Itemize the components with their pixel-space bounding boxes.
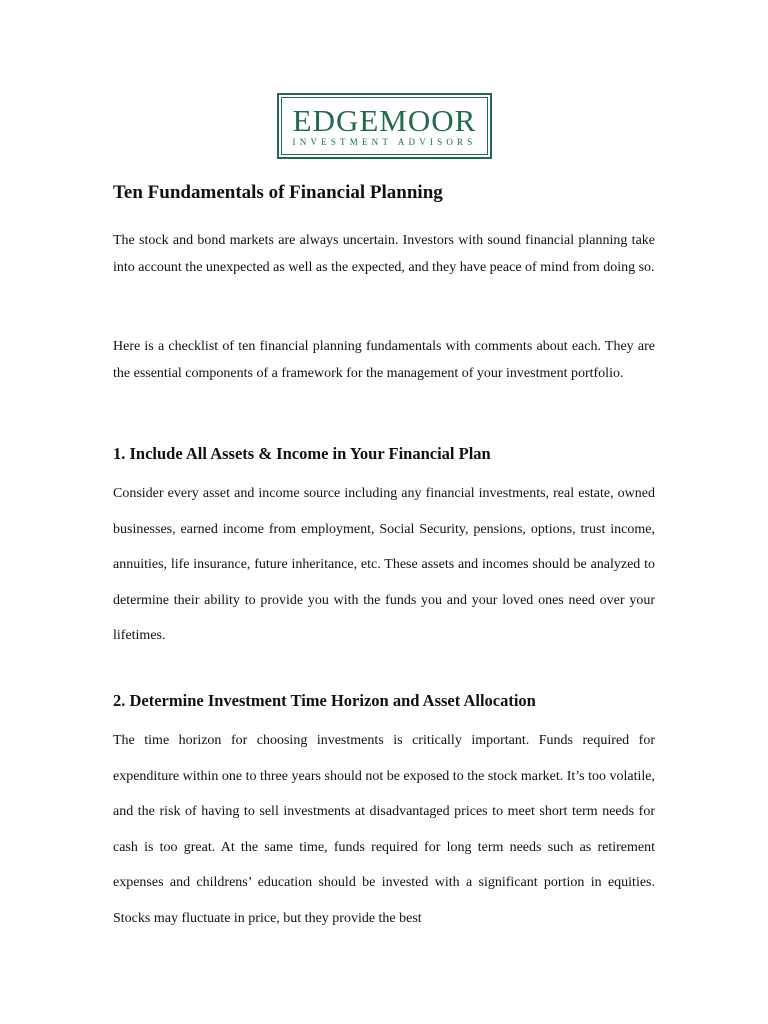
edgemoor-logo: [277, 93, 492, 159]
document-title: Ten Fundamentals of Financial Planning: [113, 182, 443, 203]
intro-paragraph-2: Here is a checklist of ten financial planning fundamentals with comments about each. They are the essential components of a framework for the management of your investment portfolio.: [113, 339, 655, 381]
logo-tagline: INVESTMENT ADVISORS: [292, 136, 477, 147]
section-2-heading: 2. Determine Investment Time Horizon and Asset Allocation: [113, 691, 536, 710]
section-1-body: Consider every asset and income source including any financial investments, real estate, owned businesses, earned income from employment, Social Security, pensions, options, trust income, annuities, life insurance, future inheritance, etc. These assets and incomes should be analyzed to determine their ability to provide you with the funds you and your loved ones need over your lifetimes.: [113, 486, 655, 644]
section-2-body: The time horizon for choosing investments is critically important. Funds required for expenditure within one to three years should not be exposed to the stock market. It’s too volatile, and the risk of having to sell investments at disadvantaged prices to meet short term needs for cash is too great. At the same time, funds required for long term needs such as retirement expenses and childrens’ education should be invested with a significant portion in equities. Stocks may fluctuate in price, but they provide the best: [113, 733, 655, 926]
intro-paragraph-1: The stock and bond markets are always uncertain. Investors with sound financial planning take into account the unexpected as well as the expected, and they have peace of mind from doing so.: [113, 233, 655, 275]
logo-name: EDGEMOOR: [292, 102, 477, 138]
logo-frame: [281, 97, 488, 155]
section-1-heading: 1. Include All Assets & Income in Your Financial Plan: [113, 444, 491, 463]
